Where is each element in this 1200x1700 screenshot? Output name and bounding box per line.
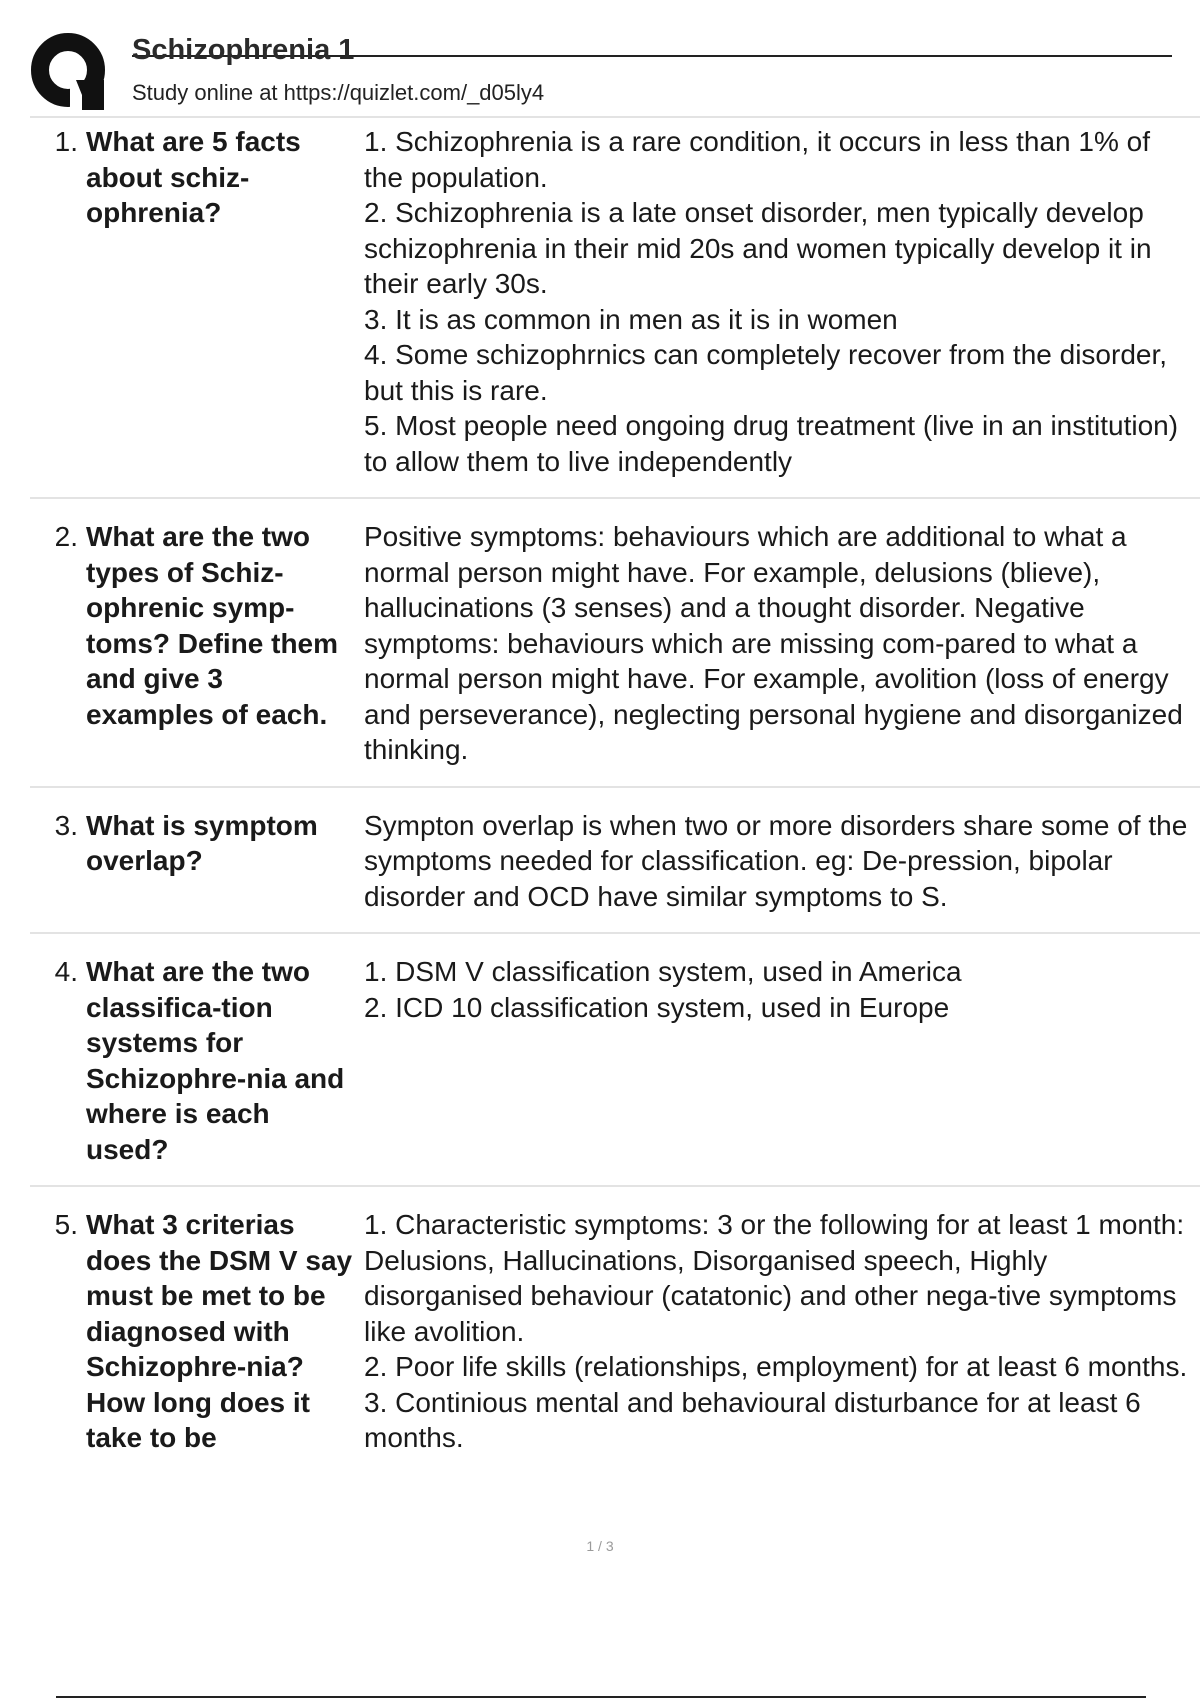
card-number: 4. — [54, 956, 78, 987]
card-number: 5. — [54, 1209, 78, 1240]
card-number: 3. — [54, 809, 78, 841]
card-number: 1. — [54, 126, 78, 157]
flashcard-row — [30, 802, 1200, 935]
flashcard-row — [30, 513, 1200, 788]
card-number: 2. — [54, 521, 78, 552]
card-definition: 1. Characteristic symptoms: 3 or the following for at least 1 month: Delusions, Hallucinations, Disorganised speech, Highly disorganised behaviour (catatonic) and other nega-tive symptoms like avolition. 2. Poor life skills (relationships, employment) for at least 6 months. 3. Continious mental and behavioural disturbance for at least 6 months. — [364, 1209, 1188, 1453]
page-title: Schizophrenia 1 — [132, 34, 355, 66]
card-definition: 1. DSM V classification system, used in America 2. ICD 10 classification system, used in Europe — [364, 956, 962, 1023]
flashcard-row — [30, 1201, 1200, 1474]
page-header — [30, 28, 1190, 118]
flashcard-row — [30, 118, 1200, 499]
card-term: What is symptom overlap? — [86, 809, 318, 876]
flashcard-row — [30, 948, 1200, 1187]
card-term: What are the two classifica-tion systems for Schizophre-nia and where is each used? — [86, 956, 345, 1165]
footer-divider — [56, 1696, 1146, 1698]
card-term: What are the two types of Schiz-ophrenic symp-toms? Define them and give 3 examples of each. — [86, 521, 339, 730]
card-definition: Positive symptoms: behaviours which are additional to what a normal person might have. For example, delusions (blieve), hallucinations (3 senses) and a thought disorder. Negative symptoms: behaviours which are missing com-pared to what a normal person might have. For example, avolition (loss of energy and perseverance), neglecting personal hygiene and disorganized thinking. — [364, 521, 1183, 765]
study-online-link[interactable]: Study online at https://quizlet.com/_d05ly4 — [132, 80, 545, 105]
card-term: What are 5 facts about schiz-ophrenia? — [86, 126, 301, 228]
card-term: What 3 criterias does the DSM V say must be met to be diagnosed with Schizophre-nia? How long does it take to be — [86, 1209, 353, 1453]
flashcard-list — [30, 118, 1200, 1488]
quizlet-logo-icon — [30, 32, 112, 114]
card-definition: Sympton overlap is when two or more disorders share some of the symptoms needed for classification. eg: De-pression, bipolar disorder and OCD have similar symptoms to S. — [364, 809, 1188, 912]
page-number: 1 / 3 — [586, 1538, 614, 1554]
card-definition: 1. Schizophrenia is a rare condition, it occurs in less than 1% of the population. 2. Schizophrenia is a late onset disorder, men typically develop schizophrenia in their mid 20s and women typically develop it in their early 30s. 3. It is as common in men as it is in women 4. Some schizophrnics can completely recover from the disorder, but this is rare. 5. Most people need ongoing drug treatment (live in an institution) to allow them to live independently — [364, 126, 1179, 477]
